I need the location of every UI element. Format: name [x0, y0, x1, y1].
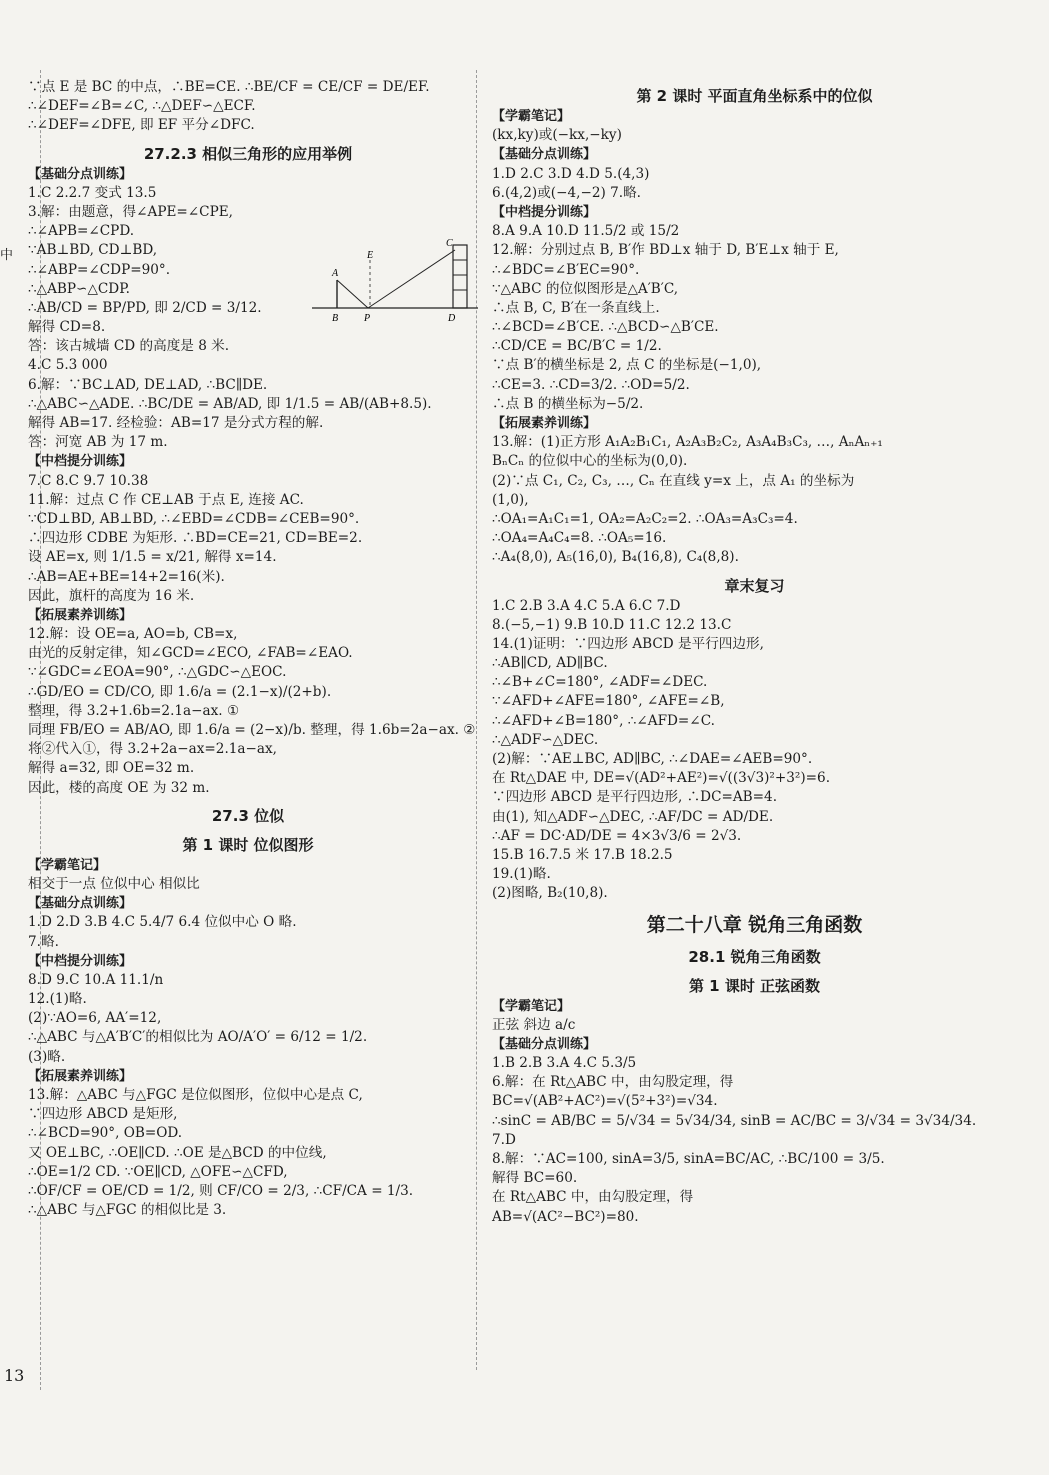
subsection-title: 第 1 课时 正弦函数 — [688, 976, 821, 995]
text-line: 设 AE=x, 则 1/1.5 = x/21, 解得 x=14. — [28, 549, 277, 566]
text-line: 解得 a=32, 即 OE=32 m. — [28, 760, 195, 777]
subsection-title: 28.1 锐角三角函数 — [688, 947, 821, 966]
text-line: BₙCₙ 的位似中心的坐标为(0,0). — [492, 453, 688, 470]
text-line: 13.解：(1)正方形 A₁A₂B₁C₁, A₂A₃B₂C₂, A₃A₄B₃C₃, …, AₙAₙ₊₁ — [492, 434, 883, 451]
subsection-title: 27.3 位似 — [211, 806, 285, 825]
wall-cd — [453, 245, 467, 308]
text-line: (kx,ky)或(−kx,−ky) — [492, 127, 622, 144]
text-line: 7.略. — [28, 933, 59, 950]
text-line: ∴点 B, C, B′在一条直线上. — [492, 299, 660, 316]
section-heading: 【中档提分训练】 — [28, 953, 133, 969]
text-line: 12.(1)略. — [28, 991, 87, 1008]
text-line: 在 Rt△ABC 中，由勾股定理，得 — [492, 1189, 694, 1206]
text-line: 8.(−5,−1) 9.B 10.D 11.C 12.2 13.C — [492, 616, 732, 633]
text-line: ∴△ADF∽△DEC. — [492, 731, 599, 748]
text-line: ∵四边形 ABCD 是平行四边形, ∴DC=AB=4. — [492, 789, 778, 806]
text-line: 由(1), 知△ADF∽△DEC, ∴AF/DC = AD/DE. — [492, 808, 774, 825]
text-line: 解得 BC=60. — [492, 1170, 578, 1187]
text-line: ∴∠BCD=90°, OB=OD. — [28, 1125, 183, 1142]
text-line: 1.D 2.D 3.B 4.C 5.4/7 6.4 位似中心 O 略. — [28, 914, 297, 931]
text-line: 在 Rt△DAE 中, DE=√(AD²+AE²)=√((3√3)²+3²)=6. — [492, 770, 831, 787]
text-line: ∴OE=1/2 CD. ∵OE∥CD, △OFE∽△CFD, — [28, 1163, 288, 1180]
svg-text:P: P — [364, 313, 371, 324]
text-line: ∴∠BCD=∠B′CE. ∴△BCD∽△B′CE. — [492, 319, 719, 336]
text-line: 同理 FB/EO = AB/AO, 即 1.6/a = (2−x)/b. 整理，得 1.6b=2a−ax. ② — [28, 722, 476, 738]
svg-text:C: C — [446, 238, 453, 249]
reflection-diagram — [310, 230, 480, 330]
section-heading: 【基础分点训练】 — [28, 896, 133, 912]
text-line: 15.B 16.7.5 米 17.B 18.2.5 — [492, 846, 673, 863]
text-line: ∴∠B+∠C=180°, ∠ADF=∠DEC. — [492, 674, 708, 691]
text-line: (3)略. — [28, 1048, 66, 1065]
section-heading: 【拓展素养训练】 — [28, 1068, 133, 1084]
text-line: ∴A₄(8,0), A₅(16,0), B₄(16,8), C₄(8,8). — [492, 549, 739, 566]
text-line: ∴△ABC∽△ADE. ∴BC/DE = AB/AD, 即 1/1.5 = AB/(AB+8.5). — [28, 395, 432, 412]
text-line: 将②代入①，得 3.2+2a−ax=2.1a−ax, — [28, 741, 277, 758]
subsection-title: 27.2.3 相似三角形的应用举例 — [143, 144, 353, 163]
text-line: ∴AB=AE+BE=14+2=16(米). — [28, 568, 225, 585]
subsection-title: 章末复习 — [724, 576, 785, 595]
text-line: ∴OA₄=A₄C₄=8. ∴OA₅=16. — [492, 530, 667, 547]
incident-ray — [337, 280, 368, 308]
text-line: ∴sinC = AB/BC = 5/√34 = 5√34/34, sinB = AC/BC = 3/√34 = 3√34/34. — [492, 1112, 977, 1129]
text-line: ∴∠ABP=∠CDP=90°. — [28, 261, 171, 278]
text-line: ∴CD/CE = BC/B′C = 1/2. — [492, 338, 662, 355]
text-line: 12.解：设 OE=a, AO=b, CB=x, — [28, 626, 238, 643]
section-heading: 【基础分点训练】 — [492, 1036, 597, 1052]
text-line: 8.D 9.C 10.A 11.1/n — [28, 971, 164, 988]
text-line: ∴OF/CF = OE/CD = 1/2, 则 CF/CO = 2/3, ∴CF/CA = 1/3. — [28, 1182, 414, 1199]
text-line: 6.(4,2)或(−4,−2) 7.略. — [492, 184, 642, 201]
text-line: ∴△ABC 与△FGC 的相似比是 3. — [28, 1202, 227, 1219]
text-line: ∴AF = DC·AD/DE = 4×3√3/6 = 2√3. — [492, 827, 742, 844]
text-line: ∴GD/EO = CD/CO, 即 1.6/a = (2.1−x)/(2+b). — [28, 683, 332, 700]
text-line: 6.解：∵BC⊥AD, DE⊥AD, ∴BC∥DE. — [28, 376, 268, 393]
text-line: 7.D — [492, 1131, 516, 1148]
text-line: 答：河宽 AB 为 17 m. — [28, 434, 168, 451]
text-line: 6.解：在 Rt△ABC 中，由勾股定理，得 — [492, 1074, 734, 1091]
text-line: 8.A 9.A 10.D 11.5/2 或 15/2 — [492, 223, 680, 240]
chapter-title: 第二十八章 锐角三角函数 — [646, 913, 863, 936]
svg-text:A: A — [332, 268, 339, 279]
section-heading: 【学霸笔记】 — [492, 109, 571, 124]
text-line: 8.解：∵AC=100, sinA=3/5, sinA=BC/AC, ∴BC/100 = 3/5. — [492, 1151, 885, 1167]
svg-text:B: B — [332, 313, 339, 324]
text-line: ∴∠APB=∠CPD. — [28, 223, 135, 240]
reflected-ray — [368, 250, 455, 308]
section-heading: 【中档提分训练】 — [492, 204, 597, 220]
text-line: 12.解：分别过点 B, B′作 BD⊥x 轴于 D, B′E⊥x 轴于 E, — [492, 242, 839, 259]
text-line: ∵AB⊥BD, CD⊥BD, — [28, 242, 158, 259]
text-line: 又 OE⊥BC, ∴OE∥CD. ∴OE 是△BCD 的中位线, — [28, 1144, 327, 1161]
text-line: 答：该古城墙 CD 的高度是 8 米. — [28, 338, 230, 355]
text-line: ∴AB∥CD, AD∥BC. — [492, 655, 608, 672]
text-line: 19.(1)略. — [492, 866, 551, 883]
text-line: 解得 AB=17. 经检验：AB=17 是分式方程的解. — [28, 415, 324, 431]
text-line: 7.C 8.C 9.7 10.38 — [28, 472, 149, 489]
right-column — [492, 78, 1017, 1227]
text-line: (1,0), — [492, 491, 529, 508]
text-line: ∵点 B′的横坐标是 2, 点 C 的坐标是(−1,0), — [492, 357, 762, 374]
text-line: 由光的反射定律，知∠GCD=∠ECO, ∠FAB=∠EAO. — [28, 645, 353, 662]
text-line: ∴CE=3. ∴CD=3/2. ∴OD=5/2. — [492, 376, 690, 393]
text-line: (2)图略, B₂(10,8). — [492, 885, 608, 902]
text-line: 因此，旗杆的高度为 16 米. — [28, 587, 195, 604]
text-line: 11.解：过点 C 作 CE⊥AB 于点 E, 连接 AC. — [28, 491, 304, 508]
text-line: ∴AB/CD = BP/PD, 即 2/CD = 3/12. — [28, 299, 262, 316]
text-line: 相交于一点 位似中心 相似比 — [28, 875, 200, 892]
section-heading: 【中档提分训练】 — [28, 454, 133, 470]
section-heading: 【基础分点训练】 — [492, 147, 597, 163]
text-line: 因此，楼的高度 OE 为 32 m. — [28, 779, 210, 796]
text-line: ∴OA₁=A₁C₁=1, OA₂=A₂C₂=2. ∴OA₃=A₃C₃=4. — [492, 510, 798, 527]
text-line: ∴∠DEF=∠DFE, 即 EF 平分∠DFC. — [28, 117, 255, 134]
svg-text:E: E — [367, 250, 374, 261]
text-line: ∴△ABP∽△CDP. — [28, 280, 130, 297]
text-line: ∴△ABC 与△A′B′C′的相似比为 AO/A′O′ = 6/12 = 1/2. — [28, 1029, 368, 1046]
text-line: AB=√(AC²−BC²)=80. — [492, 1208, 639, 1225]
subsection-title: 第 1 课时 位似图形 — [182, 835, 314, 854]
text-line: 1.C 2.2.7 变式 13.5 — [28, 184, 157, 201]
section-heading: 【学霸笔记】 — [492, 998, 571, 1014]
section-heading: 【学霸笔记】 — [28, 857, 107, 873]
text-line: 3.解：由题意，得∠APE=∠CPE, — [28, 203, 233, 220]
text-line: 整理，得 3.2+1.6b=2.1a−ax. ① — [28, 702, 240, 719]
text-line: 4.C 5.3 000 — [28, 357, 108, 374]
text-line: 1.B 2.B 3.A 4.C 5.3/5 — [492, 1055, 637, 1072]
text-line: ∴∠DEF=∠B=∠C, ∴△DEF∽△ECF. — [28, 98, 256, 115]
text-line: ∴点 B 的横坐标为−5/2. — [492, 395, 644, 412]
text-line: ∴∠BDC=∠B′EC=90°. — [492, 261, 640, 278]
text-line: 14.(1)证明：∵四边形 ABCD 是平行四边形, — [492, 635, 764, 652]
text-line: (2)∵点 C₁, C₂, C₃, …, Cₙ 在直线 y=x 上，点 A₁ 的坐标为 — [492, 472, 855, 489]
margin-note: 中 — [0, 248, 14, 263]
text-line: BC=√(AB²+AC²)=√(5²+3²)=√34. — [492, 1093, 718, 1110]
text-line: ∴∠AFD+∠B=180°, ∴∠AFD=∠C. — [492, 712, 715, 729]
subsection-title: 第 2 课时 平面直角坐标系中的位似 — [636, 87, 873, 105]
text-line: ∵点 E 是 BC 的中点，∴BE=CE. ∴BE/CF = CE/CF = DE/EF. — [28, 79, 430, 95]
text-line: 正弦 斜边 a/c — [492, 1016, 576, 1033]
section-heading: 【基础分点训练】 — [28, 166, 133, 182]
section-heading: 【拓展素养训练】 — [28, 607, 133, 623]
text-line: ∵∠GDC=∠EOA=90°, ∴△GDC∽△EOC. — [28, 664, 287, 681]
text-line: 13.解：△ABC 与△FGC 是位似图形，位似中心是点 C, — [28, 1087, 363, 1103]
text-line: 解得 CD=8. — [28, 319, 106, 336]
page-number: 13 — [4, 1366, 25, 1385]
text-line: ∵∠AFD+∠AFE=180°, ∠AFE=∠B, — [492, 693, 725, 710]
text-line: 1.C 2.B 3.A 4.C 5.A 6.C 7.D — [492, 597, 681, 614]
text-line: ∵CD⊥BD, AB⊥BD, ∴∠EBD=∠CDB=∠CEB=90°. — [28, 510, 360, 527]
text-line: 1.D 2.C 3.D 4.D 5.(4,3) — [492, 165, 650, 182]
svg-text:D: D — [448, 313, 456, 324]
text-line: ∵△ABC 的位似图形是△A′B′C, — [492, 280, 679, 297]
section-heading: 【拓展素养训练】 — [492, 416, 597, 431]
text-line: (2)∵AO=6, AA′=12, — [28, 1010, 162, 1027]
text-line: ∴四边形 CDBE 为矩形. ∴BD=CE=21, CD=BE=2. — [28, 530, 363, 547]
text-line: ∵四边形 ABCD 是矩形, — [28, 1106, 178, 1123]
text-line: (2)解：∵AE⊥BC, AD∥BC, ∴∠DAE=∠AEB=90°. — [492, 751, 813, 767]
